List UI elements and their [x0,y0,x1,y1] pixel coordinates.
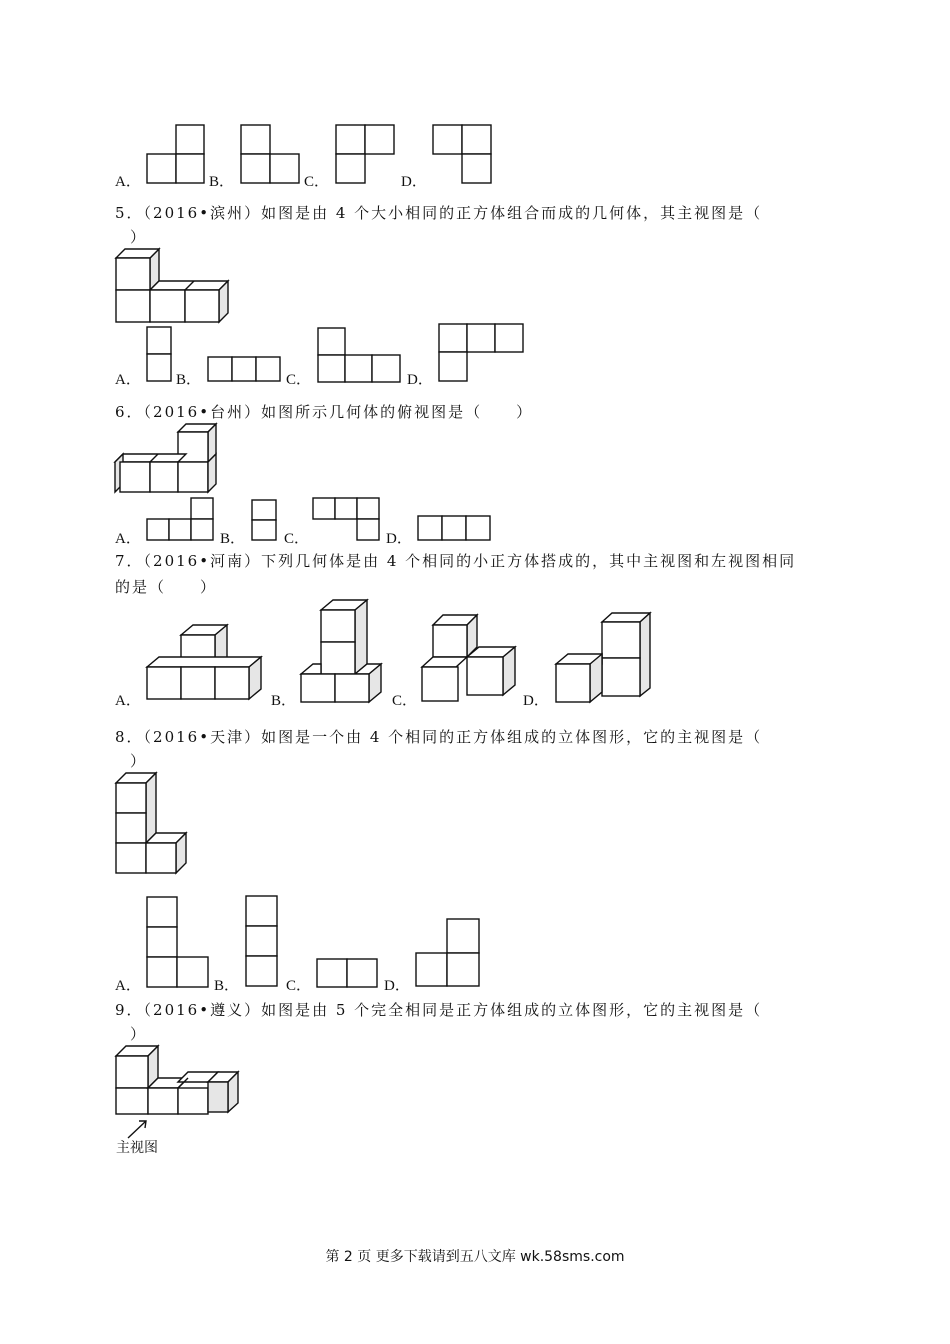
q5-option-b-label: B． [176,372,202,388]
q7-option-b-figure [300,598,390,704]
q8-stem-line2: ） [130,752,148,770]
q7-option-a-figure [146,622,266,704]
q7-stem-line1: 7．（2016•河南）下列几何体是由 4 个相同的小正方体搭成的，其中主视图和左视图相同 [115,552,797,570]
q8-option-a-label: A． [115,978,141,994]
q5-option-a-figure [146,326,174,384]
q7-option-d-figure [555,612,655,704]
q9-stem-line2: ） [130,1025,148,1043]
q6-option-d-label: D． [386,531,412,547]
q6-option-a-figure [146,497,218,543]
q9-solid-figure [114,1045,244,1117]
q4-option-c-figure [335,124,397,186]
q6-stem-line1: 6．（2016•台州）如图所示几何体的俯视图是（ ） [115,403,534,421]
q4-option-a-label: A． [115,174,141,190]
q7-stem-line2: 的是（ ） [115,578,218,596]
q7-option-d-label: D． [523,693,549,709]
q8-option-b-figure [245,895,281,990]
q6-option-a-label: A． [115,531,141,547]
q6-option-c-label: C． [284,531,310,547]
q4-option-b-label: B． [209,174,235,190]
q5-option-c-figure [317,327,403,384]
q5-option-d-figure [438,323,528,384]
q7-option-c-figure [421,613,521,704]
q4-option-d-label: D． [401,174,427,190]
q7-option-b-label: B． [271,693,297,709]
q7-option-c-label: C． [392,693,418,709]
page-footer: 第 2 页 更多下载请到五八文库 wk.58sms.com [325,1249,625,1265]
q6-option-b-label: B． [220,531,246,547]
q8-option-d-label: D． [384,978,410,994]
q4-option-c-label: C． [304,174,330,190]
q5-stem-line2: ） [130,228,148,246]
q8-option-d-figure [415,918,483,990]
q8-option-c-label: C． [286,978,312,994]
q8-option-c-figure [316,958,380,990]
q6-option-d-figure [417,515,495,543]
q6-option-b-figure [251,499,279,543]
q6-solid-figure [112,421,222,496]
q5-stem-line1: 5．（2016•滨州）如图是由 4 个大小相同的正方体组合而成的几何体，其主视图是（ [115,204,763,222]
q8-option-a-figure [146,896,212,990]
q5-option-c-label: C． [286,372,312,388]
q8-solid-figure [114,771,194,877]
q8-option-b-label: B． [214,978,240,994]
q4-option-b-figure [240,124,302,186]
q6-option-c-figure [312,497,384,543]
q5-option-b-figure [207,356,283,384]
q9-stem-line1: 9．（2016•遵义）如图是由 5 个完全相同是正方体组成的立体图形，它的主视图是（ [115,1001,763,1019]
q5-option-d-label: D． [407,372,433,388]
q5-solid-figure [115,246,235,324]
q4-option-d-figure [432,124,494,186]
q7-option-a-label: A． [115,693,141,709]
q5-option-a-label: A． [115,372,141,388]
q4-option-a-figure [146,124,206,186]
q8-stem-line1: 8．（2016•天津）如图是一个由 4 个相同的正方体组成的立体图形，它的主视图是（ [115,728,763,746]
q9-arrow-label: 主视图 [116,1140,158,1156]
